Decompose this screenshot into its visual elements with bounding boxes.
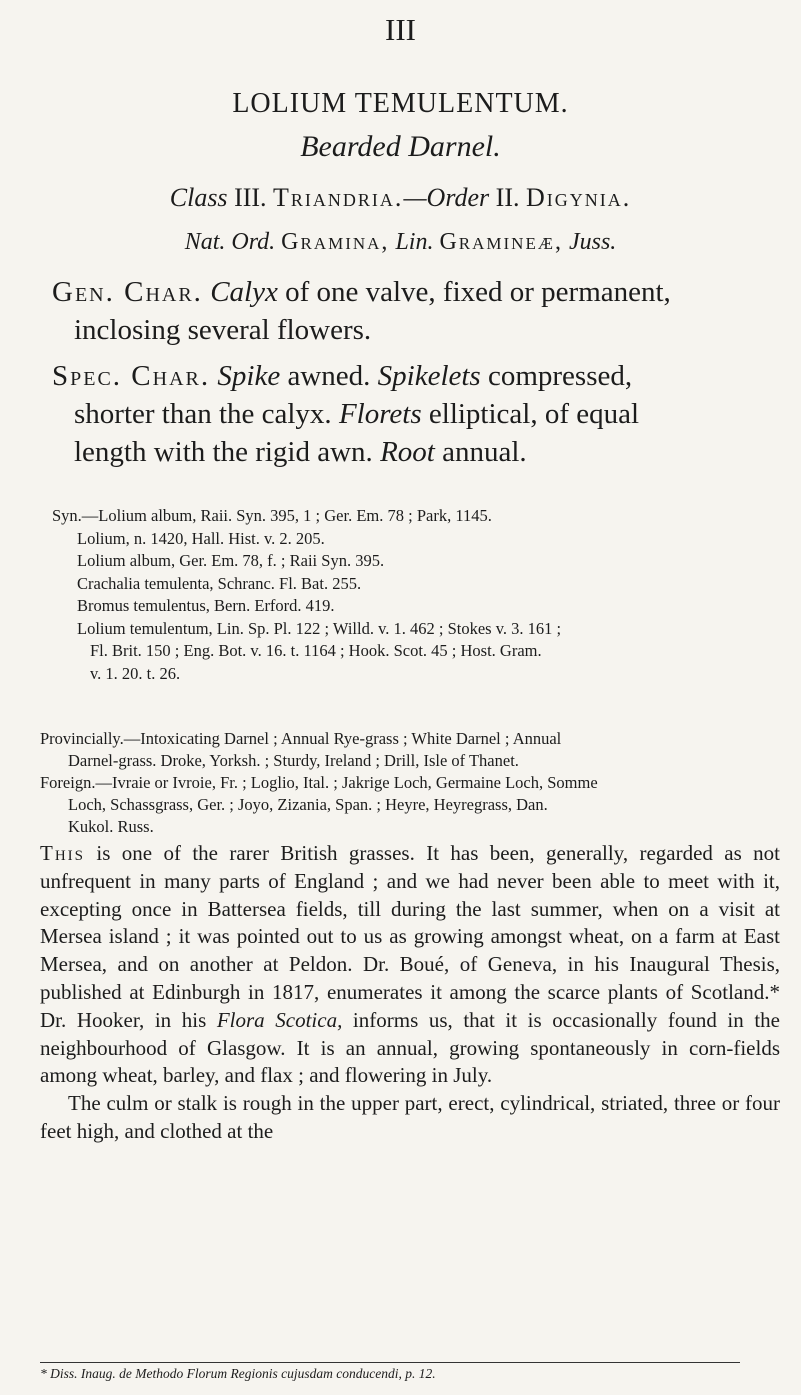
- spec-term-spikelets: Spikelets: [377, 360, 481, 392]
- order-label: —Order: [403, 183, 490, 212]
- gen-char-line1: of one valve, fixed or permanent,: [285, 276, 671, 308]
- spec-text-4: annual.: [442, 436, 527, 468]
- paragraph-1-opening: This: [40, 841, 85, 865]
- spec-line-3: [52, 433, 752, 471]
- spec-term-florets: Florets: [338, 398, 422, 430]
- synonymy-block: [52, 505, 772, 685]
- nat-ord-authority: Lin.: [395, 229, 434, 255]
- body-text: [40, 840, 780, 1146]
- page-title: LOLIUM TEMULENTUM.: [232, 88, 569, 119]
- spec-term-root: Root: [380, 436, 435, 468]
- nat-ord-name-2: Gramineæ,: [439, 229, 563, 255]
- synonym-line: Lolium temulentum, Lin. Sp. Pl. 122 ; Willd. v. 1. 462 ; Stokes v. 3. 161 ;: [77, 618, 562, 638]
- gen-char-term: Calyx: [210, 276, 278, 308]
- page-subtitle: Bearded Darnel.: [300, 130, 501, 163]
- page-number: III: [385, 12, 416, 47]
- foreign-line: Loch, Schassgrass, Ger. ; Joyo, Zizania, Span. ; Heyre, Heyregrass, Dan.: [68, 795, 548, 814]
- gen-char-line2: inclosing several flowers.: [74, 314, 372, 346]
- synonym-line: Crachalia temulenta, Schranc. Fl. Bat. 255.: [77, 573, 362, 593]
- nat-ord-authority-2: Juss.: [568, 229, 617, 255]
- provincial-line: Provincially.—Intoxicating Darnel ; Annual Rye-grass ; White Darnel ; Annual: [40, 729, 562, 748]
- synonym-line: Fl. Brit. 150 ; Eng. Bot. v. 16. t. 1164 ; Hook. Scot. 45 ; Host. Gram.: [90, 641, 542, 660]
- nat-ord-name: Gramina,: [281, 229, 390, 255]
- spec-line-2: [52, 395, 752, 433]
- provincial-names-block: [40, 728, 780, 838]
- paragraph-1-end: informs us, that it is occasionally found in the neighbourhood of Glasgow. It is an annual, growing spontaneously in corn-fields among wheat, barley, and flax ; and flowering in July.: [40, 1007, 780, 1088]
- order-value: II.: [495, 183, 520, 212]
- specific-character: [52, 357, 752, 471]
- synonym-line: Lolium, n. 1420, Hall. Hist. v. 2. 205.: [77, 528, 325, 548]
- class-value: III.: [234, 183, 267, 212]
- spec-char-label: Spec. Char.: [52, 360, 211, 392]
- footnote: * Diss. Inaug. de Methodo Florum Regionis cujusdam conducendi, p. 12.: [40, 1362, 740, 1382]
- spec-line-3-text: length with the rigid awn.: [74, 436, 373, 468]
- synonym-line: Lolium album, Ger. Em. 78, f. ; Raii Syn. 395.: [77, 551, 385, 570]
- gen-char-label: Gen. Char.: [52, 276, 203, 308]
- spec-text-3: elliptical, of equal: [428, 398, 640, 430]
- spec-line-2-text: shorter than the calyx.: [74, 398, 332, 430]
- generic-character: [52, 273, 752, 349]
- class-label: Class: [169, 183, 228, 212]
- spec-text-2: compressed,: [487, 360, 633, 392]
- foreign-line: Foreign.—Ivraie or Ivroie, Fr. ; Loglio, Ital. ; Jakrige Loch, Germaine Loch, Somme: [40, 773, 598, 792]
- paragraph-1-text: is one of the rarer British grasses. It has been, generally, regarded as not unfrequent in many parts of England ; and we had never been able to meet with it, excepting once in Battersea fields, till during the last summer, when on a visit at Mersea island ; it was pointed out to us as growing amongst wheat, on a farm at East Mersea, and on another at Peldon. Dr. Boué, of Geneva, in his Inaugural Thesis, published at Edinburgh in 1817, enumerates it among the scarce plants of Scotland.* Dr. Hooker, in his: [40, 841, 780, 1032]
- paragraph-1-italic: Flora Scotica,: [216, 1007, 343, 1032]
- paragraph-1: [40, 840, 780, 1090]
- class-line: [0, 183, 801, 213]
- order-name: Digynia.: [525, 183, 632, 212]
- provincial-line: Darnel-grass. Droke, Yorksh. ; Sturdy, Ireland ; Drill, Isle of Thanet.: [68, 751, 519, 770]
- synonym-line: Bromus temulentus, Bern. Erford. 419.: [77, 596, 335, 615]
- foreign-line: Kukol. Russ.: [68, 817, 154, 836]
- paragraph-2: The culm or stalk is rough in the upper part, erect, cylindrical, striated, three or four feet high, and clothed at the: [40, 1091, 780, 1143]
- spec-term-spike: Spike: [217, 360, 281, 392]
- spec-text-1: awned.: [287, 360, 371, 392]
- nat-ord-label: Nat. Ord.: [184, 229, 276, 255]
- synonym-line: Syn.—Lolium album, Raii. Syn. 395, 1 ; Ger. Em. 78 ; Park, 1145.: [52, 506, 492, 525]
- synonym-line: v. 1. 20. t. 26.: [90, 663, 181, 683]
- natural-order-line: [0, 229, 801, 256]
- class-name: Triandria.: [273, 183, 404, 212]
